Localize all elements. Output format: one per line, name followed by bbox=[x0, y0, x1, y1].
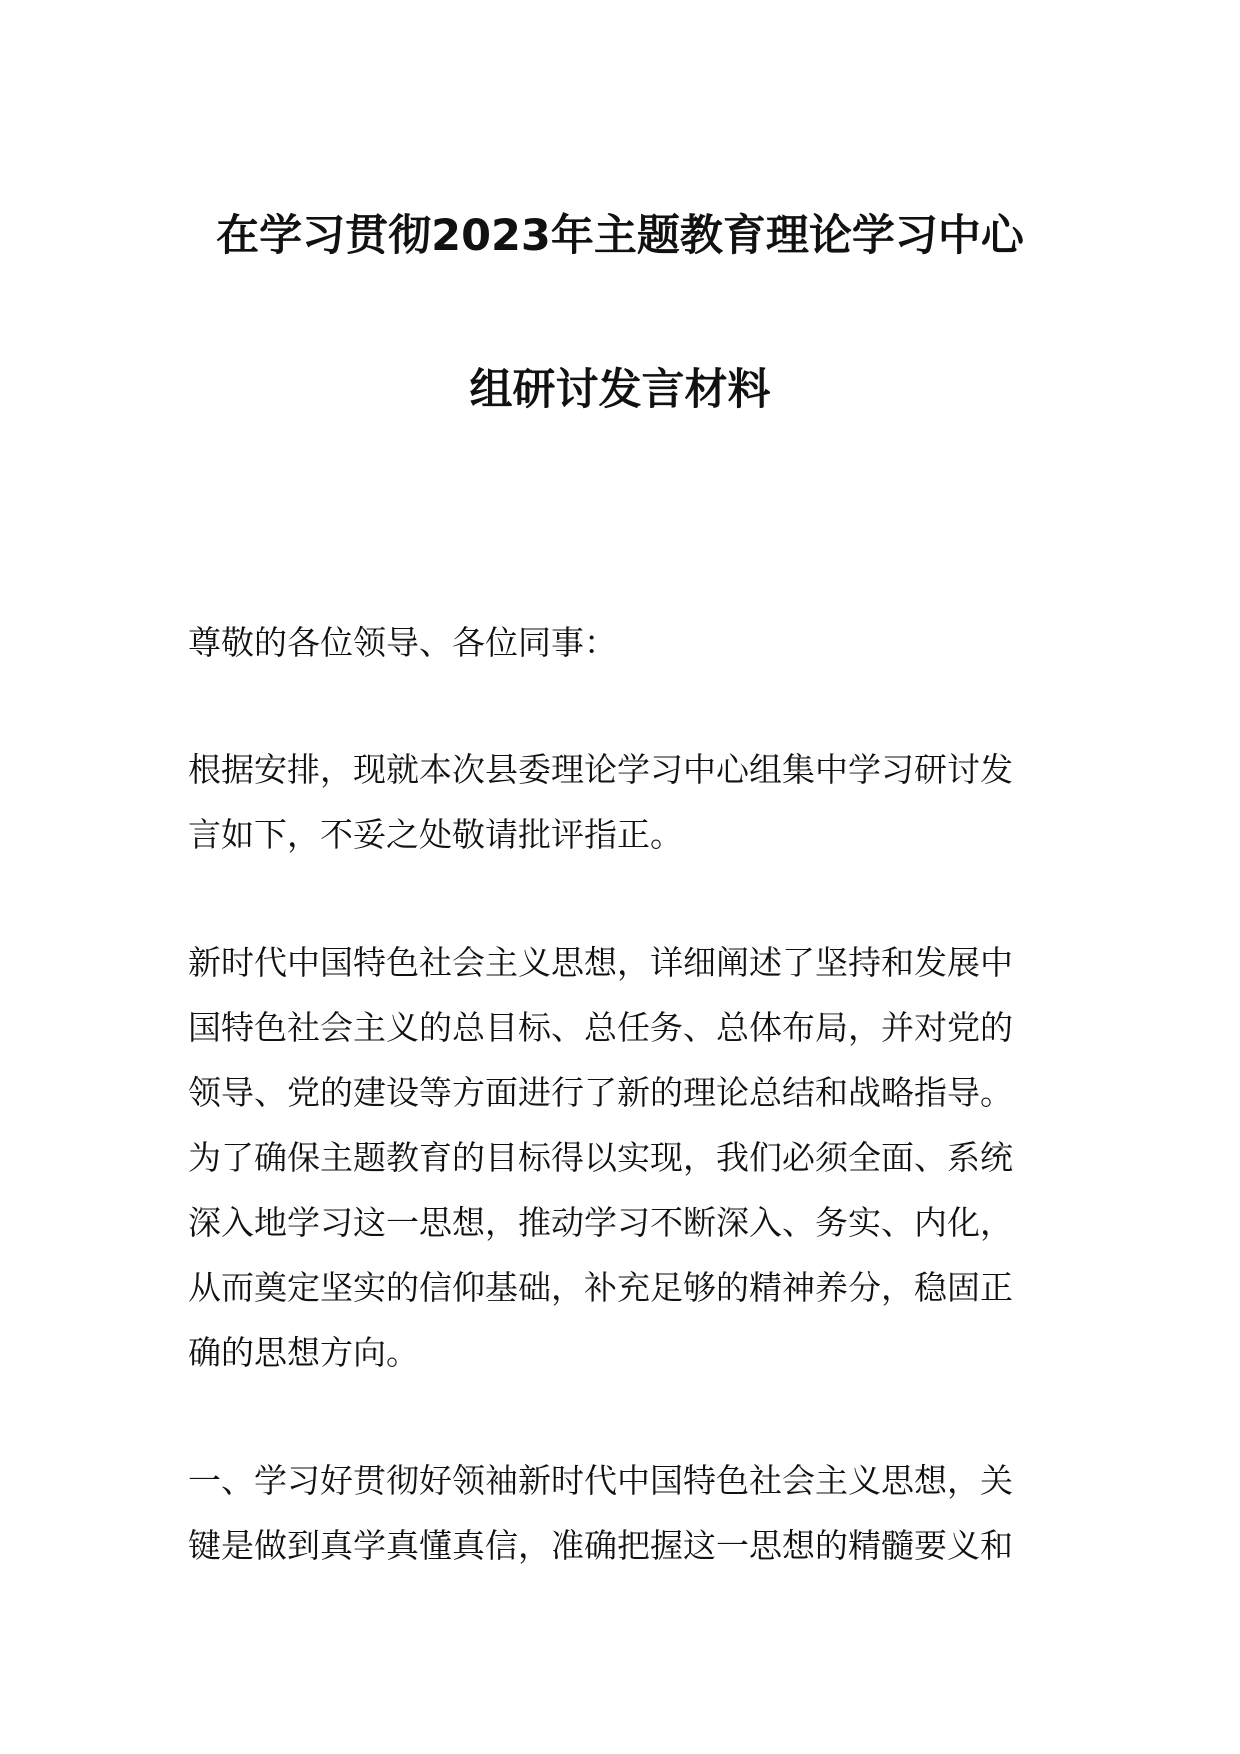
salutation bbox=[188, 610, 1058, 675]
paragraph-line: 言如下，不妥之处敬请批评指正。 bbox=[188, 815, 683, 854]
paragraph-line: 确的思想方向。 bbox=[188, 1333, 419, 1372]
paragraph-line: 根据安排，现就本次县委理论学习中心组集中学习研讨发 bbox=[188, 750, 1013, 789]
paragraph-intro bbox=[188, 737, 1058, 867]
paragraph-line: 新时代中国特色社会主义思想，详细阐述了坚持和发展中 bbox=[188, 943, 1013, 982]
paragraph-thought bbox=[188, 930, 1058, 1385]
document-title-line-1: 在学习贯彻2023年主题教育理论学习中心 bbox=[216, 211, 1024, 261]
paragraph-section-one bbox=[188, 1448, 1058, 1578]
paragraph-line: 国特色社会主义的总目标、总任务、总体布局，并对党的 bbox=[188, 1008, 1013, 1047]
paragraph-line: 从而奠定坚实的信仰基础，补充足够的精神养分，稳固正 bbox=[188, 1268, 1013, 1307]
salutation-text: 尊敬的各位领导、各位同事： bbox=[188, 623, 617, 662]
paragraph-line: 为了确保主题教育的目标得以实现，我们必须全面、系统 bbox=[188, 1138, 1013, 1177]
paragraph-line: 键是做到真学真懂真信，准确把握这一思想的精髓要义和 bbox=[188, 1526, 1013, 1565]
paragraph-line: 一、学习好贯彻好领袖新时代中国特色社会主义思想，关 bbox=[188, 1461, 1013, 1500]
paragraph-line: 深入地学习这一思想，推动学习不断深入、务实、内化， bbox=[188, 1203, 1013, 1242]
document-title-line-2: 组研讨发言材料 bbox=[469, 365, 771, 415]
paragraph-line: 领导、党的建设等方面进行了新的理论总结和战略指导。 bbox=[188, 1073, 1013, 1112]
